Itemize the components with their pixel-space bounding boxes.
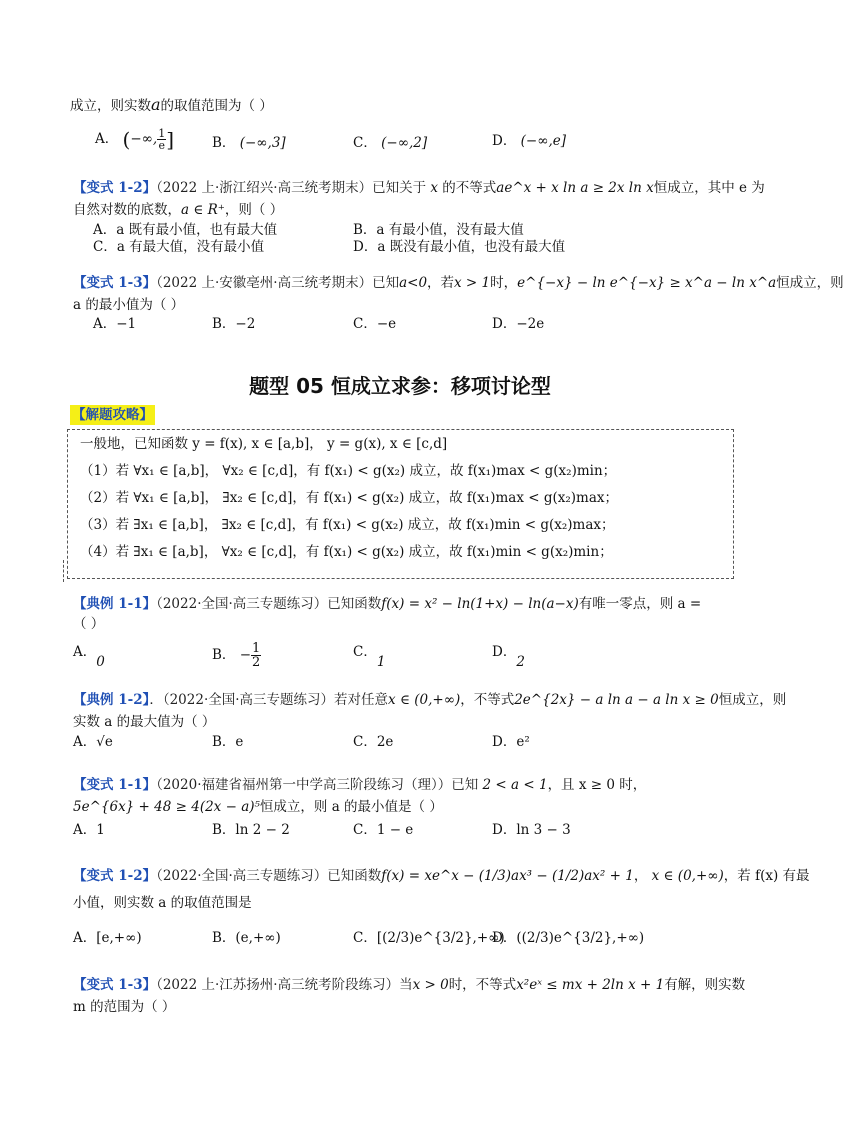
- variant-1-2b-line1: 【变式 1-2】（2022·全国·高三专题练习）已知函数f(x) = xe^x − (1/3)ax³ − (1/2)ax² + 1， x ∈ (0,+∞)，若 f(x) 有最: [73, 868, 810, 884]
- option-a[interactable]: A．a 既有最小值，也有最大值: [93, 222, 278, 238]
- example-1-1-line1: 【典例 1-1】（2022·全国·高三专题练习）已知函数f(x) = x² − ln(1+x) − ln(a−x)有唯一零点，则 a =: [73, 596, 702, 612]
- box-line-3: （3）若 ∃x₁ ∈ [a,b]， ∃x₂ ∈ [c,d]，有 f(x₁) < g(x₂) 成立，故 f(x₁)min < g(x₂)max；: [80, 517, 615, 533]
- option-d[interactable]: D．a 既没有最小值，也没有最大值: [353, 239, 566, 255]
- variant-1-1-line1: 【变式 1-1】（2020·福建省福州第一中学高三阶段练习（理））已知 2 < a < 1，且 x ≥ 0 时，: [73, 777, 647, 793]
- question-stem: 成立，则实数a的取值范围为（ ）: [70, 95, 273, 114]
- box-line-1: （1）若 ∀x₁ ∈ [a,b]， ∀x₂ ∈ [c,d]，有 f(x₁) < g(x₂) 成立，故 f(x₁)max < g(x₂)min；: [80, 463, 617, 479]
- variant-1-2-line1: 【变式 1-2】（2022 上·浙江绍兴·高三统考期末）已知关于 x 的不等式ae^x + x ln a ≥ 2x ln x恒成立，其中 e 为: [73, 180, 765, 196]
- option-d[interactable]: D． (−∞,e]: [492, 133, 566, 149]
- variant-1-2b-line2: 小值，则实数 a 的取值范围是: [73, 895, 252, 911]
- example-1-2-line2: 实数 a 的最大值为（ ）: [73, 714, 216, 730]
- option-b[interactable]: B．ln 2 − 2: [212, 822, 290, 838]
- option-d[interactable]: D．ln 3 − 3: [492, 822, 571, 838]
- option-b[interactable]: B．(e,+∞): [212, 930, 281, 946]
- variant-1-3-line1: 【变式 1-3】（2022 上·安徽亳州·高三统考期末）已知a<0，若x > 1时，e^{−x} − ln e^{−x} ≥ x^a − ln x^a恒成立，则: [73, 275, 844, 291]
- example-1-1-line2: （ ）: [73, 616, 105, 632]
- option-c[interactable]: C．2e: [353, 734, 394, 750]
- option-d[interactable]: D．((2/3)e^{3/2},+∞): [492, 930, 645, 946]
- box-line-4: （4）若 ∃x₁ ∈ [a,b]， ∀x₂ ∈ [c,d]，有 f(x₁) < g(x₂) 成立，故 f(x₁)min < g(x₂)min；: [80, 544, 613, 560]
- variant-1-2-line2: 自然对数的底数，a ∈ R⁺，则（ ）: [73, 202, 284, 218]
- example-1-2-line1: 【典例 1-2】．（2022·全国·高三专题练习）若对任意x ∈ (0,+∞)，不等式2e^{2x} − a ln a − a ln x ≥ 0恒成立，则: [73, 692, 787, 708]
- box-fold-mark: [63, 560, 72, 582]
- option-a[interactable]: A．1: [73, 822, 105, 838]
- option-c[interactable]: C．1 − e: [353, 822, 414, 838]
- option-c[interactable]: C．[(2/3)e^{3/2},+∞): [353, 930, 505, 946]
- option-a[interactable]: A．−1: [93, 316, 137, 332]
- option-a[interactable]: A．√e: [73, 734, 113, 750]
- option-d[interactable]: D．2: [492, 644, 525, 670]
- option-c[interactable]: C．1: [353, 644, 386, 670]
- option-c[interactable]: C． (−∞,2]: [353, 135, 428, 151]
- option-c[interactable]: C．a 有最大值，没有最小值: [93, 239, 265, 255]
- option-b[interactable]: B．a 有最小值，没有最大值: [353, 222, 524, 238]
- option-c[interactable]: C．−e: [353, 316, 397, 332]
- box-line-2: （2）若 ∀x₁ ∈ [a,b]， ∃x₂ ∈ [c,d]，有 f(x₁) < g(x₂) 成立，故 f(x₁)max < g(x₂)max；: [80, 490, 618, 506]
- option-a[interactable]: A． (−∞, $\frac{1}{e}$ ]: [95, 127, 175, 152]
- strategy-tag: 【解题攻略】: [72, 407, 153, 423]
- variant-1-3b-line1: 【变式 1-3】（2022 上·江苏扬州·高三统考阶段练习）当x > 0时，不等式x²eˣ ≤ mx + 2ln x + 1有解，则实数: [73, 977, 746, 993]
- box-line-0: 一般地，已知函数 y = f(x), x ∈ [a,b]， y = g(x), x ∈ [c,d]: [80, 436, 448, 452]
- option-b[interactable]: B．−2: [212, 316, 256, 332]
- option-b[interactable]: B．e: [212, 734, 244, 750]
- option-a[interactable]: A．0: [73, 644, 105, 670]
- variant-1-3-line2: a 的最小值为（ ）: [73, 297, 185, 313]
- option-a[interactable]: A．[e,+∞): [73, 930, 142, 946]
- section-title: 题型 05 恒成立求参：移项讨论型: [249, 374, 551, 398]
- option-b[interactable]: B． (−∞,3]: [212, 135, 286, 151]
- option-d[interactable]: D．−2e: [492, 316, 545, 332]
- option-b[interactable]: B． − $\frac{1}{2}$: [212, 641, 261, 670]
- option-d[interactable]: D．e²: [492, 734, 530, 750]
- variant-1-1-line2: 5e^{6x} + 48 ≥ 4(2x − a)⁵恒成立，则 a 的最小值是（ ）: [73, 799, 443, 815]
- variant-1-3b-line2: m 的范围为（ ）: [73, 999, 176, 1015]
